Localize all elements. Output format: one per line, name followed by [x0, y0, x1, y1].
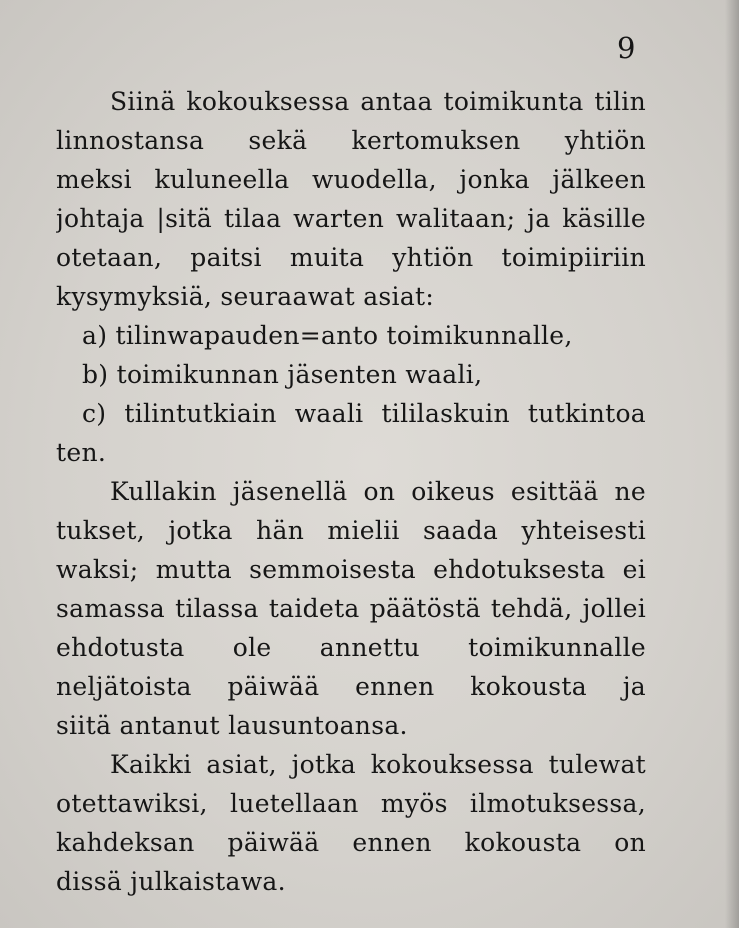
- text-line: kahdeksan päiwää ennen kokousta on: [56, 828, 646, 857]
- text-line: Siinä kokouksessa antaa toimikunta tilin: [110, 87, 646, 116]
- page-edge-shadow: [725, 0, 739, 928]
- list-item: b) toimikunnan jäsenten waali,: [82, 360, 483, 389]
- text-line: neljätoista päiwää ennen kokousta ja: [56, 672, 646, 701]
- list-item: a) tilinwapauden=anto toimikunnalle,: [82, 321, 573, 350]
- text-line: ten.: [56, 438, 107, 467]
- text-line: otetaan, paitsi muita yhtiön toimipiiriin: [56, 243, 646, 272]
- text-line: Kullakin jäsenellä on oikeus esittää ne: [110, 477, 646, 506]
- text-line: otettawiksi, luetellaan myös ilmotuksessa,: [56, 789, 646, 818]
- text-line: dissä julkaistawa.: [56, 867, 286, 896]
- text-line: ehdotusta ole annettu toimikunnalle: [56, 633, 646, 662]
- text-line: siitä antanut lausuntoansa.: [56, 711, 408, 740]
- text-line: tukset, jotka hän mielii saada yhteisesti: [56, 516, 646, 545]
- text-line: samassa tilassa taideta päätöstä tehdä, jollei: [56, 594, 646, 623]
- text-line: linnostansa sekä kertomuksen yhtiön: [56, 126, 646, 155]
- text-line: johtaja |sitä tilaa warten walitaan; ja käsille: [56, 204, 646, 233]
- text-line: meksi kuluneella wuodella, jonka jälkeen: [56, 165, 646, 194]
- text-line: waksi; mutta semmoisesta ehdotuksesta ei: [56, 555, 646, 584]
- page-number: 9: [617, 31, 636, 65]
- text-line: Kaikki asiat, jotka kokouksessa tulewat: [110, 750, 646, 779]
- text-line: kysymyksiä, seuraawat asiat:: [56, 282, 435, 311]
- list-item: c) tilintutkiain waali tililaskuin tutkintoa: [82, 399, 646, 428]
